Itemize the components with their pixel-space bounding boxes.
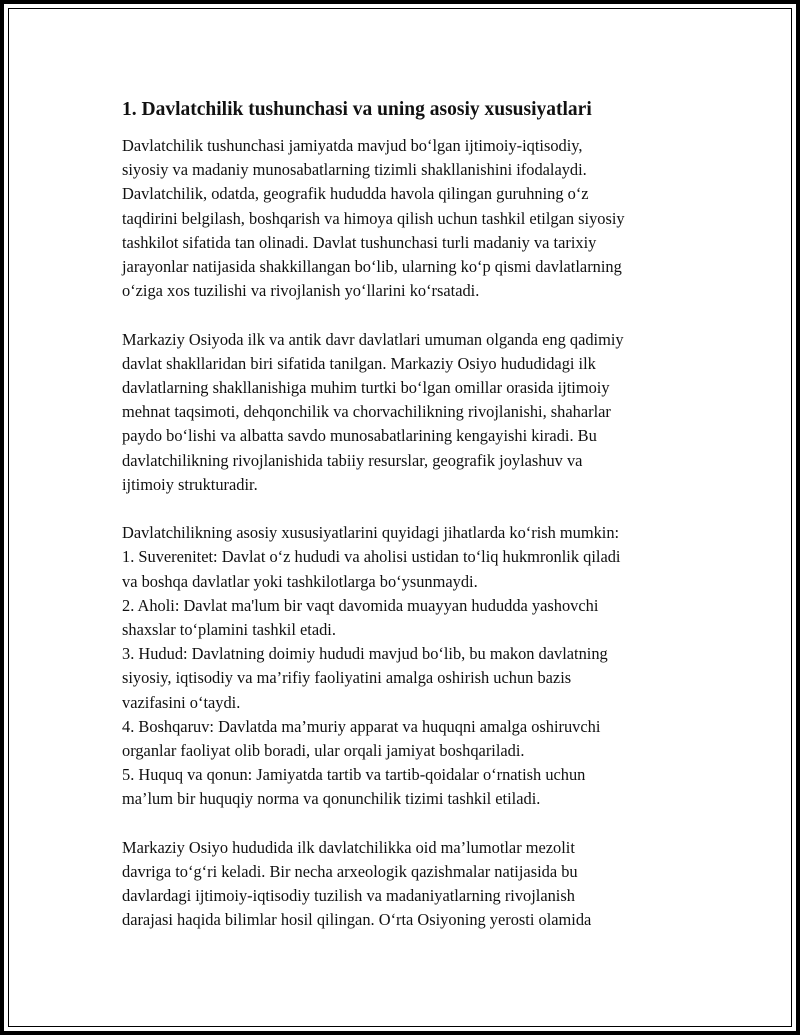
list-item: 5. Huquq va qonun: Jamiyatda tartib va tartib-qoidalar o‘rnatish uchun <box>122 765 586 785</box>
text-line: ijtimoiy strukturadir. <box>122 474 258 494</box>
list-item: 1. Suverenitet: Davlat o‘z hududi va aholisi ustidan to‘liq hukmronlik qiladi <box>122 547 621 567</box>
text-line: davriga to‘g‘ri keladi. Bir necha arxeologik qazishmalar natijasida bu <box>122 862 578 882</box>
text-line: davlatchilikning rivojlanishida tabiiy resurslar, geografik joylashuv va <box>122 450 583 470</box>
text-line: ma’lum bir huquqiy norma va qonunchilik tizimi tashkil etiladi. <box>122 789 541 809</box>
text-line: tashkilot sifatida tan olinadi. Davlat tushunchasi turli madaniy va tarixiy <box>122 232 597 252</box>
text-line: vazifasini o‘taydi. <box>122 692 241 712</box>
text-line: davlatlarning shakllanishiga muhim turtki bo‘lgan omillar orasida ijtimoiy <box>122 378 610 398</box>
text-line: o‘ziga xos tuzilishi va rivojlanish yo‘llarini ko‘rsatadi. <box>122 281 480 301</box>
text-line: davlat shakllaridan biri sifatida tanilgan. Markaziy Osiyo hududidagi ilk <box>122 353 596 373</box>
text-line: darajasi haqida bilimlar hosil qilingan. O‘rta Osiyoning yerosti olamida <box>122 910 592 930</box>
list-item: 3. Hudud: Davlatning doimiy hududi mavjud bo‘lib, bu makon davlatning <box>122 644 608 664</box>
paragraph-features-list <box>122 521 702 811</box>
text-line: shaxslar to‘plamini tashkil etadi. <box>122 620 336 640</box>
text-line: va boshqa davlatlar yoki tashkilotlarga bo‘ysunmaydi. <box>122 571 478 591</box>
paragraph-archaeology <box>122 836 702 933</box>
text-line: Davlatchilik, odatda, geografik hududda havola qilingan guruhning o‘z <box>122 184 589 204</box>
list-item: 4. Boshqaruv: Davlatda ma’muriy apparat va huquqni amalga oshiruvchi <box>122 716 601 736</box>
paragraph-intro <box>122 134 702 303</box>
document-body <box>122 96 702 957</box>
text-line: davlardagi ijtimoiy-iqtisodiy tuzilish va madaniyatlarning rivojlanish <box>122 886 575 906</box>
text-line: paydo bo‘lishi va albatta savdo munosabatlarining kengayishi kiradi. Bu <box>122 426 597 446</box>
list-item: 2. Aholi: Davlat ma'lum bir vaqt davomida muayyan hududda yashovchi <box>122 595 599 615</box>
text-line: organlar faoliyat olib boradi, ular orqali jamiyat boshqariladi. <box>122 741 525 761</box>
text-line: taqdirini belgilash, boshqarish va himoya qilish uchun tashkil etilgan siyosiy <box>122 208 625 228</box>
text-line: Davlatchilik tushunchasi jamiyatda mavjud bo‘lgan ijtimoiy-iqtisodiy, <box>122 136 583 155</box>
text-line: mehnat taqsimoti, dehqonchilik va chorvachilikning rivojlanishi, shaharlar <box>122 402 611 422</box>
text-line: Markaziy Osiyoda ilk va antik davr davlatlari umuman olganda eng qadimiy <box>122 329 624 349</box>
text-line: Davlatchilikning asosiy xususiyatlarini quyidagi jihatlarda ko‘rish mumkin: <box>122 523 620 543</box>
text-line: siyosiy va madaniy munosabatlarning tizimli shakllanishini ifodalaydi. <box>122 160 587 180</box>
text-line: Markaziy Osiyo hududida ilk davlatchilikka oid ma’lumotlar mezolit <box>122 837 575 857</box>
text-line: jarayonlar natijasida shakkillangan bo‘lib, ularning ko‘p qismi davlatlarning <box>122 257 622 277</box>
section-heading: 1. Davlatchilik tushunchasi va uning asosiy xususiyatlari <box>122 99 592 120</box>
text-line: siyosiy, iqtisodiy va ma’rifiy faoliyatini amalga oshirish uchun bazis <box>122 668 572 688</box>
paragraph-central-asia <box>122 328 702 497</box>
